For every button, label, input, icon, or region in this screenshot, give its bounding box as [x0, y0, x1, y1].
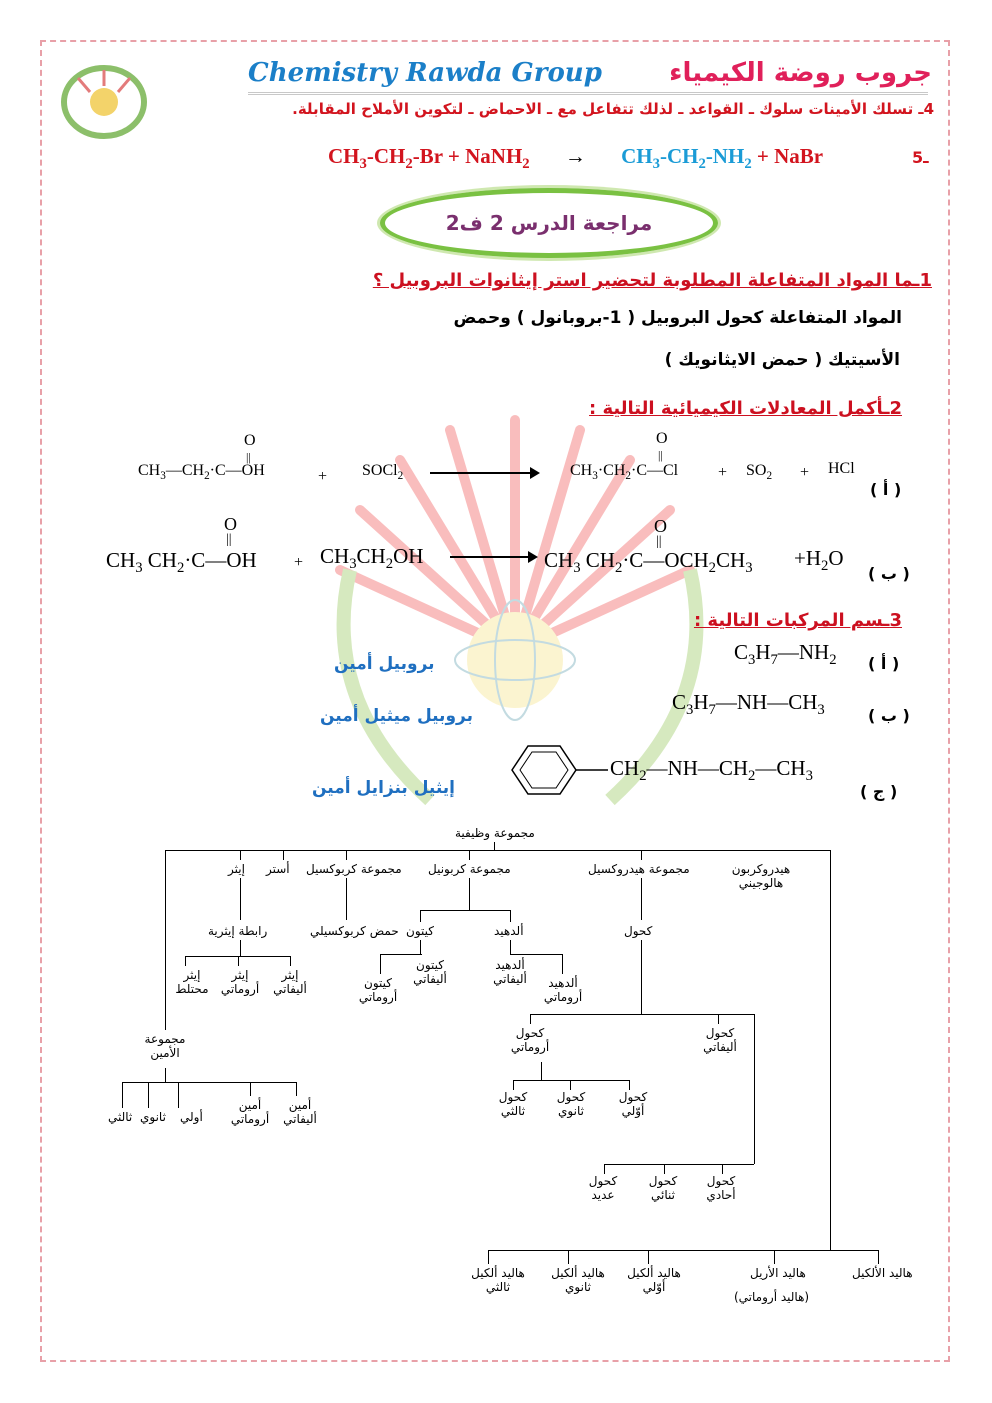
- tree-line: [420, 910, 421, 922]
- question-1: 1ـما المواد المتفاعلة المطلوبة لتحضير استر إيثانوات البروبيل ؟: [372, 270, 932, 291]
- tree-line: [165, 850, 166, 1030]
- tree-line: [541, 1062, 542, 1080]
- eq-b-plus-1: +: [294, 554, 304, 571]
- tree-line: [165, 1068, 166, 1082]
- tree-line: [664, 1164, 665, 1174]
- tree-line: [568, 1250, 569, 1264]
- answer-1-line2: الأسيتيك ( حمض الايثانويك ): [664, 350, 900, 370]
- eq-b-product-bond: ||: [656, 534, 662, 549]
- eq-a-plus-1: +: [318, 468, 328, 485]
- tree-line: [878, 1250, 879, 1264]
- benzene-ring-icon: [500, 740, 610, 800]
- tree-ether-aliph: إيثر أليفاتي: [273, 968, 307, 996]
- tree-line: [722, 1164, 723, 1174]
- compound-a-formula: $C_3H_7—NH_2$: [734, 640, 837, 669]
- compound-b-label: ( ب ): [868, 706, 910, 725]
- question-3: 3ـسم المركبات التالية :: [693, 610, 902, 631]
- eq-b-product-1: $CH_3$ $CH_2\cdot C—OCH_2CH_3$: [544, 548, 753, 577]
- eq-b-product-o: O: [654, 516, 667, 536]
- tree-line: [380, 954, 381, 974]
- tree-carbonyl: مجموعة كربونيل: [428, 862, 511, 876]
- eq-a-carbonyl-o: O: [244, 432, 256, 449]
- compound-c-name: إيثيل بنزايل أمين: [312, 778, 455, 798]
- tree-line: [718, 1014, 719, 1024]
- tree-line: [629, 1080, 630, 1090]
- tree-line: [494, 842, 495, 850]
- tree-line: [830, 850, 831, 1250]
- tree-ether: إيثر: [228, 862, 245, 876]
- answer-1-line1: المواد المتفاعلة كحول البروبيل ( 1-بروبانول ) وحمض: [453, 308, 902, 328]
- tree-ester: أستر: [266, 862, 290, 876]
- eq-a-product-3: HCl: [828, 460, 855, 477]
- tree-aldehyde: ألدهيد: [494, 924, 524, 938]
- tree-line: [513, 1080, 514, 1090]
- eq-b-carbonyl-o: O: [224, 514, 237, 534]
- tree-alcohol: كحول: [624, 924, 653, 938]
- tree-ketone-arom: كيتون أروماتي: [358, 976, 398, 1004]
- tree-amine-aliph: أمين أليفاتي: [283, 1098, 317, 1126]
- plus-sign: +: [447, 144, 460, 168]
- tree-carboxylic-acid: حمض كربوكسيلي: [310, 924, 399, 938]
- tree-line: [488, 1250, 878, 1251]
- tree-line: [469, 850, 470, 860]
- eq-b-arrow-head: [528, 551, 538, 563]
- tree-line: [641, 940, 642, 1014]
- tree-line: [604, 1164, 754, 1165]
- tree-line: [380, 954, 422, 955]
- tree-line: [165, 850, 830, 851]
- tree-hydroxyl: مجموعة هيدروكسيل: [588, 862, 690, 876]
- tree-line: [122, 1082, 123, 1108]
- item-5-number: 5ـ: [912, 148, 929, 167]
- tree-line: [562, 954, 563, 974]
- eq-a-reactant-2: SOCl$_2$: [362, 462, 404, 483]
- compound-a-label: ( أ ): [868, 654, 900, 673]
- review-title-badge: [380, 188, 718, 258]
- compound-b-name: بروبيل ميثيل أمين: [320, 706, 473, 726]
- tree-root: مجموعة وظيفية: [455, 826, 535, 840]
- tree-line: [346, 850, 347, 860]
- tree-amine-primary: أولي: [180, 1110, 203, 1124]
- tree-line: [510, 940, 511, 954]
- tree-line: [185, 956, 186, 966]
- tree-alc-arom: كحول أروماتي: [510, 1026, 550, 1054]
- product-sodium-bromide: NaBr: [774, 144, 824, 168]
- eq-a-reactant-1: $CH_3—CH_2\cdot C—OH$: [138, 462, 265, 483]
- eq-b-arrow: [450, 556, 534, 558]
- tree-line: [240, 850, 241, 860]
- tree-line: [290, 956, 291, 966]
- eq-a-plus-3: +: [800, 464, 810, 481]
- header-title-ar: جروب روضة الكيمياء: [669, 58, 932, 88]
- tree-alc-tertiary: كحول ثالثي: [498, 1090, 528, 1118]
- question-2: 2ـأكمل المعادلات الكيميائية التالية :: [589, 398, 902, 419]
- eq-b-product-2: $+H_2O$: [794, 546, 844, 575]
- tree-line: [513, 1080, 629, 1081]
- tree-alkyl-primary: هاليد ألكيل أوّلي: [627, 1266, 681, 1294]
- tree-line: [648, 1250, 649, 1264]
- tree-line: [469, 878, 470, 910]
- equation-a: [138, 462, 265, 482]
- header-separator: [248, 92, 928, 95]
- eq-b-carbonyl-bond: ||: [226, 532, 232, 547]
- eq-b-reactant-1: $CH_3$ $CH_2\cdot C—OH$: [106, 548, 257, 577]
- tree-line: [296, 1082, 297, 1096]
- tree-alc-di: كحول ثنائي: [648, 1174, 678, 1202]
- eq-a-product-2: $SO_2$: [746, 462, 773, 483]
- tree-line: [510, 954, 562, 955]
- tree-line: [250, 1082, 251, 1096]
- tree-line: [641, 850, 642, 860]
- tree-ald-aliph: ألدهيد أليفاتي: [493, 958, 527, 986]
- tree-line: [283, 850, 284, 860]
- tree-line: [240, 878, 241, 920]
- tree-alc-poly: كحول عديد: [588, 1174, 618, 1202]
- tree-line: [148, 1082, 149, 1108]
- tree-amine-group: مجموعة الأمين: [144, 1032, 186, 1060]
- tree-ether-bond: رابطة إيثرية: [208, 924, 268, 938]
- eq-a-product-o: O: [656, 430, 668, 447]
- tree-line: [420, 940, 421, 954]
- compound-a-name: بروبيل أمين: [334, 654, 435, 674]
- tree-alkyl-halide: هاليد الألكيل: [852, 1266, 913, 1280]
- item-5-equation: [328, 144, 823, 173]
- logo: [58, 62, 150, 140]
- tree-ald-arom: ألدهيد أروماتي: [543, 976, 583, 1004]
- reactant-sodium-amide: NaNH$_2$: [465, 144, 530, 173]
- plus-sign: +: [756, 144, 769, 168]
- tree-line: [570, 1080, 571, 1090]
- tree-line: [238, 956, 239, 966]
- tree-carboxyl: مجموعة كربوكسيل: [306, 862, 402, 876]
- tree-amine-tertiary: ثالثي: [108, 1110, 133, 1124]
- review-title: مراجعة الدرس 2 ف2: [445, 211, 653, 235]
- tree-line: [774, 1250, 775, 1264]
- tree-line: [530, 1014, 531, 1024]
- tree-ether-mixed: إيثر محتلط: [175, 968, 209, 996]
- tree-line: [641, 878, 642, 920]
- eq-a-arrow: [430, 472, 536, 474]
- tree-alc-primary: كحول أوّلي: [618, 1090, 648, 1118]
- compound-c-label: ( ج ): [860, 782, 898, 801]
- eq-b-label: ( ب ): [868, 564, 910, 583]
- tree-alkyl-tertiary: هاليد ألكيل ثالثي: [471, 1266, 525, 1294]
- tree-line: [604, 1164, 605, 1174]
- eq-a-arrow-head: [530, 467, 540, 479]
- tree-line: [420, 910, 510, 911]
- tree-line: [530, 1014, 754, 1015]
- compound-c-formula: $CH_2—NH—CH_2—CH_3$: [610, 756, 813, 785]
- header-title-en: Chemistry Rawda Group: [248, 58, 602, 88]
- tree-line: [488, 1250, 489, 1264]
- tree-alkyl-secondary: هاليد ألكيل ثانوي: [551, 1266, 605, 1294]
- compound-b-formula: $C_3H_7—NH—CH_3$: [672, 690, 825, 719]
- eq-a-label: ( أ ): [870, 480, 902, 499]
- eq-a-product-1: $CH_3\cdot CH_2\cdot C—Cl$: [570, 462, 679, 483]
- reaction-arrow: →: [564, 144, 586, 168]
- tree-halo: هيدروكربون هالوجيني: [731, 862, 791, 890]
- eq-a-product-bond: ||: [658, 448, 663, 462]
- tree-aryl-halide-note: (هاليد أروماتي): [734, 1290, 810, 1304]
- tree-line: [346, 878, 347, 920]
- tree-alc-mono: كحول أحادي: [706, 1174, 736, 1202]
- tree-line: [754, 1014, 755, 1164]
- item-4: 4ـ تسلك الأمينات سلوك ـ القواعد ـ لذلك تتفاعل مع ـ الاحماض ـ لتكوين الأملاح المقابلة.: [292, 100, 934, 118]
- tree-line: [178, 1082, 179, 1108]
- eq-a-carbonyl-bond: ||: [246, 450, 251, 464]
- tree-ketone: كيتون: [406, 924, 434, 938]
- tree-amine-arom: أمين أروماتي: [230, 1098, 270, 1126]
- tree-ether-arom: إيثر أروماتي: [220, 968, 260, 996]
- eq-b-reactant-2: $CH_3CH_2OH$: [320, 544, 424, 573]
- tree-line: [510, 910, 511, 922]
- reactant-ethyl-bromide: $CH_3-CH_2-Br$: [328, 144, 443, 173]
- tree-alc-secondary: كحول ثانوي: [556, 1090, 586, 1118]
- tree-aryl-halide: هاليد الأريل: [750, 1266, 806, 1280]
- tree-line: [240, 940, 241, 956]
- tree-amine-secondary: ثانوي: [140, 1110, 166, 1124]
- eq-a-plus-2: +: [718, 464, 728, 481]
- tree-ketone-aliph: كيتون أليفاتي: [413, 958, 447, 986]
- product-ethylamine: $CH_3-CH_2-NH_2$: [621, 144, 752, 173]
- tree-alc-aliph: كحول أليفاتي: [703, 1026, 737, 1054]
